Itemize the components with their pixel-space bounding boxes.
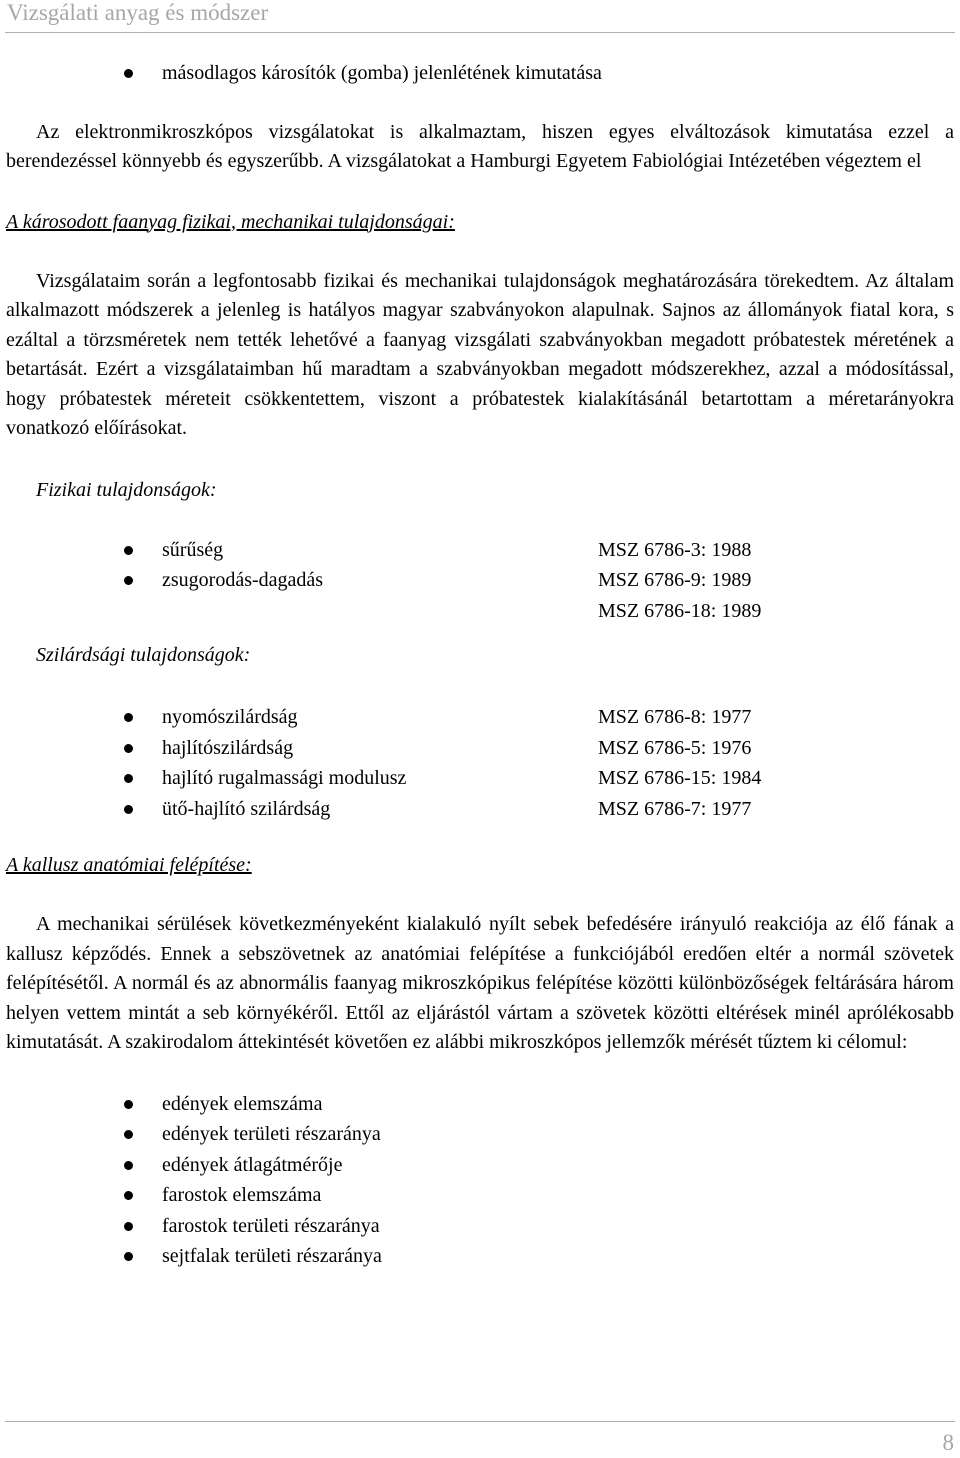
standard-code: MSZ 6786-8: 1977 bbox=[598, 706, 752, 728]
bullet-icon bbox=[124, 744, 133, 753]
section-heading-callus: A kallusz anatómiai felépítése: bbox=[6, 854, 252, 876]
list-item bbox=[6, 1119, 954, 1150]
feature-label: farostok elemszáma bbox=[162, 1184, 322, 1206]
microscopic-features-list bbox=[6, 1089, 954, 1272]
header-divider bbox=[5, 32, 955, 33]
subheading-strength: Szilárdsági tulajdonságok: bbox=[36, 644, 251, 666]
standard-code: MSZ 6786-9: 1989 bbox=[598, 569, 752, 591]
bullet-icon bbox=[124, 774, 133, 783]
bullet-icon bbox=[124, 805, 133, 814]
bullet-icon bbox=[124, 1161, 133, 1170]
property-label: zsugorodás-dagadás bbox=[162, 569, 324, 591]
property-label: ütő-hajlító szilárdság bbox=[162, 797, 331, 820]
standard-code: MSZ 6786-7: 1977 bbox=[598, 797, 752, 820]
paragraph-em-intro: Az elektronmikroszkópos vizsgálatokat is alkalmaztam, hiszen egyes elváltozások kimutatása ezzel a berendezéssel könnyebb és egyszerűbb. A vizsgálatokat a Hamburgi Egyetem Fabiológiai Intézetében végeztem el bbox=[6, 120, 954, 172]
feature-label: farostok területi részaránya bbox=[162, 1214, 380, 1237]
page-number: 8 bbox=[942, 1430, 954, 1455]
strength-properties-list bbox=[6, 702, 954, 824]
list-item-label: másodlagos károsítók (gomba) jelenlétének kimutatása bbox=[162, 62, 602, 84]
paragraph-methods: Vizsgálataim során a legfontosabb fizikai és mechanikai tulajdonságok meghatározására törekedtem. Az általam alkalmazott módszerek a jelenleg is hatályos magyar szabványokon alapulnak. Sajnos az állományok fiatal kora, s ezáltal a törzsméretek nem tették lehetővé a faanyag vizsgálati szabványokban megadott próbatestek méretének a betartását. Ezért a vizsgálataimban hű maradtam a szabványokban megadott módszerekhez, azzal a módosítással, hogy próbatestek méreteit csökkentettem, viszont a próbatestek kialakításánál betartottam a méretarányokra vonatkozó előírásokat. bbox=[6, 269, 954, 439]
bullet-icon bbox=[124, 546, 133, 555]
list-item bbox=[6, 794, 954, 825]
feature-label: sejtfalak területi részaránya bbox=[162, 1245, 382, 1267]
bullet-icon bbox=[124, 1191, 133, 1200]
bullet-icon bbox=[124, 69, 133, 78]
list-item bbox=[6, 1150, 954, 1181]
feature-label: edények átlagátmérője bbox=[162, 1153, 343, 1176]
property-label: hajlítószilárdság bbox=[162, 736, 294, 759]
property-label: nyomószilárdság bbox=[162, 706, 298, 728]
bullet-icon bbox=[124, 1222, 133, 1231]
list-item bbox=[6, 1180, 954, 1211]
page-body bbox=[6, 58, 954, 1272]
standard-code: MSZ 6786-5: 1976 bbox=[598, 736, 752, 759]
feature-label: edények területi részaránya bbox=[162, 1123, 381, 1145]
bullet-icon bbox=[124, 576, 133, 585]
list-item bbox=[6, 1211, 954, 1242]
bullet-icon bbox=[124, 1252, 133, 1261]
list-item bbox=[6, 565, 954, 596]
running-header: Vizsgálati anyag és módszer bbox=[7, 0, 269, 25]
list-item bbox=[6, 58, 954, 89]
standard-code: MSZ 6786-3: 1988 bbox=[598, 538, 752, 561]
bullet-icon bbox=[124, 1100, 133, 1109]
list-item bbox=[6, 702, 954, 733]
list-item bbox=[6, 1089, 954, 1120]
standard-code: MSZ 6786-15: 1984 bbox=[598, 767, 762, 789]
feature-label: edények elemszáma bbox=[162, 1092, 323, 1115]
list-item bbox=[6, 763, 954, 794]
subheading-physical: Fizikai tulajdonságok: bbox=[36, 478, 217, 501]
section-heading-properties: A károsodott faanyag fizikai, mechanikai tulajdonságai: bbox=[6, 210, 455, 233]
property-label: hajlító rugalmassági modulusz bbox=[162, 767, 407, 789]
bullet-icon bbox=[124, 713, 133, 722]
list-item bbox=[6, 1241, 954, 1272]
footer-divider bbox=[5, 1421, 955, 1422]
bullet-icon bbox=[124, 1130, 133, 1139]
list-item bbox=[6, 535, 954, 566]
property-label: sűrűség bbox=[162, 538, 224, 561]
standard-code: MSZ 6786-18: 1989 bbox=[598, 599, 762, 622]
list-item bbox=[6, 733, 954, 764]
paragraph-callus: A mechanikai sérülések következményeként kialakuló nyílt sebek befedésére irányuló reakciója az élő fának a kallusz képződés. Ennek a sebszövetnek az anatómiai felépítése a funkciójából eredően eltér a normál szövetek felépítésétől. A normál és az abnormális faanyag mikroszkópikus felépítése közötti különbözőségek feltárására három helyen vettem mintát a seb környékéről. Ettől az eljárástól vártam a szövetek közötti eltérések minél aprólékosabb kimutatását. A szakirodalom áttekintését követően ez alábbi mikroszkópos jellemzők mérését tűztem ki célomul: bbox=[6, 913, 954, 1053]
list-item-continuation bbox=[6, 596, 954, 627]
physical-properties-list bbox=[6, 535, 954, 627]
